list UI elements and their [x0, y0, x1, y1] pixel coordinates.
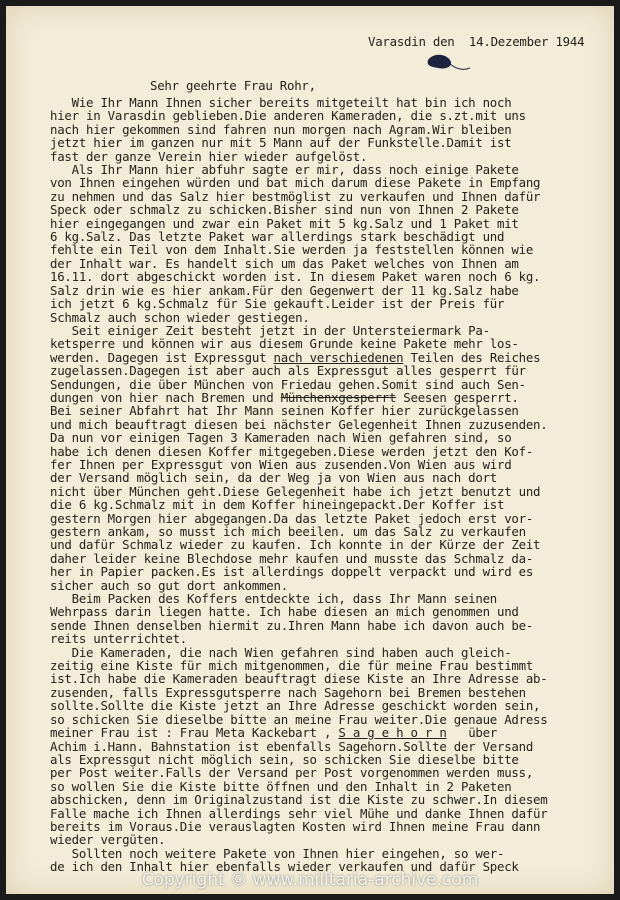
letter-line: zeitig eine Kiste für mich mitgenommen, die für meine Frau bestimmt [50, 658, 534, 674]
letter-page [6, 6, 614, 894]
letter-line: so wollen Sie die Kiste bitte öffnen und den Inhalt in 2 Paketen [50, 778, 512, 794]
letter-line: Wie Ihr Mann Ihnen sicher bereits mitgeteilt hat bin ich noch [50, 95, 512, 110]
letter-line: habe ich denen diesen Koffer mitgegeben.Diese werden jetzt den Kof- [50, 443, 534, 459]
letter-line: de ich den Inhalt hier ebenfalls wieder verkaufen und dafür Speck [50, 859, 519, 875]
letter-line: dungen von hier nach Bremen und Münchenxgesperrt Seesen gesperrt. [50, 389, 519, 405]
letter-line: hier in Varasdin geblieben.Die anderen Kameraden, die s.zt.mit uns [50, 108, 526, 124]
letter-line: Als Ihr Mann hier abfuhr sagte er mir, dass noch einige Pakete [50, 162, 519, 178]
salutation: Sehr geehrte Frau Rohr, [150, 78, 316, 93]
letter-line: reits unterrichtet. [50, 631, 187, 647]
letter-line: ist.Ich habe die Kameraden beauftragt diese Kiste an Ihre Adresse ab- [50, 671, 548, 687]
letter-line: wieder vergüten. [50, 832, 166, 848]
letter-line: ketsperre und können wir aus diesem Grunde keine Pakete mehr los- [50, 336, 519, 352]
letter-line: Bei seiner Abfahrt hat Ihr Mann seinen Koffer hier zurückgelassen [50, 403, 519, 419]
letter-line: zugelassen.Dagegen ist aber auch als Expressgut alles gesperrt für [50, 363, 526, 379]
letter-line: gestern ankam, so musst ich mich beeilen. um das Salz zu verkaufen [50, 524, 526, 539]
letter-line: daher leider keine Blechdose mehr kaufen und musste das Schmalz da- [50, 550, 534, 566]
letter-line: Beim Packen des Koffers entdeckte ich, dass Ihr Mann seinen [50, 591, 498, 607]
letter-line: Da nun vor einigen Tagen 3 Kameraden nach Wien gefahren sind, so [50, 430, 512, 446]
letter-line: 6 kg.Salz. Das letzte Paket war allerdings stark beschädigt und [50, 229, 505, 245]
letter-line: Speck oder schmalz zu schicken.Bisher sind nun von Ihnen 2 Pakete [50, 202, 519, 218]
letter-line: gestern Morgen hier abgegangen.Da das letzte Paket jedoch erst vor- [50, 510, 534, 526]
letter-line: werden. Dagegen ist Expressgut nach verschiedenen Teilen des Reiches [50, 349, 541, 365]
letter-line: her in Papier packen.Es ist allerdings doppelt verpackt und wird es [50, 564, 534, 580]
letter-line: fehlte ein Teil von dem Inhalt.Sie werden ja feststellen können wie [50, 242, 534, 258]
letter-line: so schicken Sie dieselbe bitte an meine Frau weiter.Die genaue Adress [50, 711, 548, 727]
letter-line: per Post weiter.Falls der Versand per Post vorgenommen werden muss, [50, 765, 534, 781]
letter-date: Varasdin den 14.Dezember 1944 [368, 34, 585, 49]
letter-line: fer Ihnen per Expressgut von Wien aus zusenden.Von Wien aus wird [50, 456, 512, 472]
letter-line: meiner Frau ist : Frau Meta Kackebart , S a g e h o r n über [50, 725, 498, 741]
copyright-watermark: Copyright © www.militaria-archive.com [141, 870, 479, 890]
letter-line: nach hier gekommen sind fahren nun morgen nach Agram.Wir bleiben [50, 121, 512, 137]
letter-line: Sendungen, die über München von Friedau gehen.Somit sind auch Sen- [50, 376, 526, 392]
letter-line: bereits im Voraus.Die verauslagten Kosten wird Ihnen meine Frau dann [50, 818, 541, 834]
letter-line: nicht über München geht.Diese Gelegenheit habe ich jetzt benutzt und [50, 483, 541, 499]
letter-line: jetzt hier im ganzen nur mit 5 Mann auf der Funkstelle.Damit ist [50, 135, 512, 151]
letter-line: Salz drin wie es hier ankam.Für den Gegenwert der 11 kg.Salz habe [50, 282, 519, 298]
letter-line: und mich beauftragt diesen bei nächster Gelegenheit Ihnen zuzusenden. [50, 416, 548, 432]
letter-line: ich jetzt 6 kg.Schmalz für Sie gekauft.Leider ist der Preis für [50, 296, 505, 312]
letter-body [50, 96, 547, 874]
letter-line: Wehrpass darin liegen hatte. Ich habe diesen an mich genommen und [50, 604, 519, 620]
letter-line: Falle mache ich Ihnen allerdings sehr viel Mühe und danke Ihnen dafür [50, 805, 548, 821]
letter-line: Sollten noch weitere Pakete von Ihnen hier eingehen, so wer- [50, 845, 505, 861]
letter-line: als Expressgut nicht möglich sein, so schicken Sie dieselbe bitte [50, 751, 519, 767]
letter-line: der Versand möglich sein, da der Weg ja von Wien aus nach dort [50, 470, 498, 486]
letter-line: von Ihnen eingehen würden und bat mich darum diese Pakete in Empfang [50, 175, 541, 191]
letter-line: Schmalz auch schon wieder gestiegen. [50, 309, 310, 325]
letter-line: sollte.Sollte die Kiste jetzt an Ihre Adresse geschickt worden sein, [50, 698, 541, 714]
letter-line: sicher auch so gut dort ankommen. [50, 577, 288, 593]
letter-line: der Inhalt war. Es handelt sich um das Paket welches von Ihnen am [50, 255, 519, 271]
letter-line: abschicken, denn im Originalzustand ist die Kiste zu schwer.In diesem [50, 792, 548, 808]
letter-line: sende Ihnen denselben hiermit zu.Ihren Mann habe ich davon auch be- [50, 617, 534, 633]
letter-line: hier eingegangen und zwar ein Paket mit 5 kg.Salz und 1 Paket mit [50, 215, 519, 231]
letter-line: die 6 kg.Schmalz mit in dem Koffer hineingepackt.Der Koffer ist [50, 497, 505, 513]
letter-line: 16.11. dort abgeschickt worden ist. In diesem Paket waren noch 6 kg. [50, 269, 541, 285]
letter-line: Seit einiger Zeit besteht jetzt in der Untersteiermark Pa- [50, 322, 490, 338]
ink-blot [424, 50, 472, 76]
letter-line: zusenden, falls Expressgutsperre nach Sagehorn bei Bremen bestehen [50, 684, 526, 700]
letter-line: Die Kameraden, die nach Wien gefahren sind haben auch gleich- [50, 644, 512, 660]
letter-line: zu nehmen und das Salz hier bestmöglist zu verkaufen und Ihnen dafür [50, 188, 541, 204]
letter-line: und dafür Schmalz wieder zu kaufen. Ich konnte in der Kürze der Zeit [50, 537, 541, 553]
letter-line: Achim i.Hann. Bahnstation ist ebenfalls Sagehorn.Sollte der Versand [50, 738, 534, 754]
letter-line: fast der ganze Verein hier wieder aufgelöst. [50, 148, 368, 164]
